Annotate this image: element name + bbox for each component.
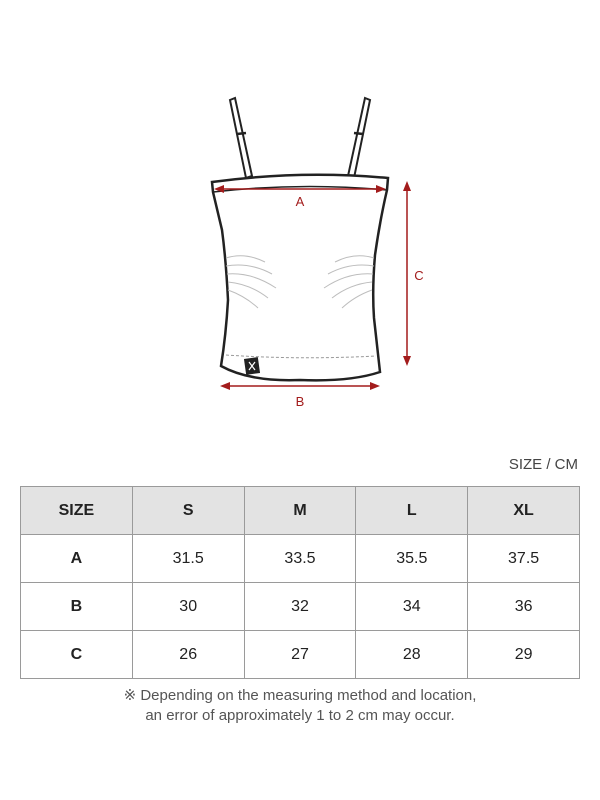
note-line-2: an error of approximately 1 to 2 cm may occur.	[145, 707, 455, 724]
header-size: SIZE	[21, 487, 133, 535]
measure-c-label: C	[414, 268, 424, 283]
table-header-row	[21, 487, 580, 535]
right-strap	[348, 98, 370, 178]
cell-a-xl: 37.5	[468, 535, 580, 583]
cell-c-m: 27	[244, 631, 356, 679]
cell-a-l: 35.5	[356, 535, 468, 583]
size-table	[20, 486, 580, 679]
cell-a-m: 33.5	[244, 535, 356, 583]
cell-b-m: 32	[244, 583, 356, 631]
header-l: L	[356, 487, 468, 535]
cell-a-s: 31.5	[132, 535, 244, 583]
header-xl: XL	[468, 487, 580, 535]
measure-b-arrow	[220, 382, 380, 390]
cell-c-s: 26	[132, 631, 244, 679]
header-s: S	[132, 487, 244, 535]
row-label-a: A	[21, 535, 133, 583]
note-line-1: ※ Depending on the measuring method and location,	[123, 687, 477, 704]
row-label-b: B	[21, 583, 133, 631]
cell-b-l: 34	[356, 583, 468, 631]
cell-c-xl: 29	[468, 631, 580, 679]
cell-b-xl: 36	[468, 583, 580, 631]
table-row	[21, 631, 580, 679]
measure-c-arrow	[403, 181, 411, 366]
row-label-c: C	[21, 631, 133, 679]
header-m: M	[244, 487, 356, 535]
table-row	[21, 583, 580, 631]
measurement-note	[0, 686, 600, 726]
cell-c-l: 28	[356, 631, 468, 679]
unit-label: SIZE / CM	[508, 456, 578, 473]
table-row	[21, 535, 580, 583]
cell-b-s: 30	[132, 583, 244, 631]
left-strap	[230, 98, 252, 178]
measure-b-label: B	[295, 394, 305, 409]
brand-tag-icon	[244, 357, 260, 375]
measure-a-label: A	[295, 194, 305, 209]
